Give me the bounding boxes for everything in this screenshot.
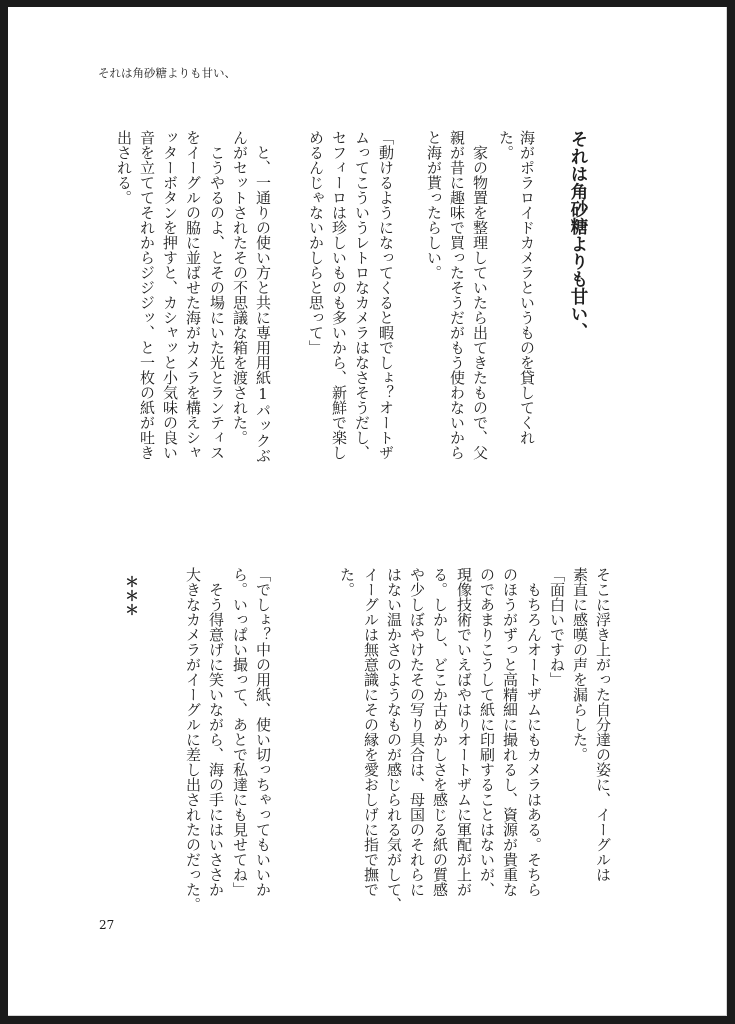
page-sheet: [8, 7, 727, 1016]
text-line: もちろんオートザムにもカメラはある。そちら: [525, 582, 543, 897]
text-line: ッターボタンを押すと、カシャッと小気味の良い: [161, 130, 179, 460]
text-line: た。: [497, 130, 515, 160]
text-line: そこに浮き上がった自分達の姿に、イーグルは: [594, 567, 612, 882]
text-line: のであまりこうして紙に印刷することはないが、: [478, 567, 496, 897]
text-line: イーグルは無意識にその縁を愛おしげに指で撫で: [362, 567, 380, 897]
text-line: そう得意げに笑いながら、海の手にはいささか: [207, 582, 225, 897]
chapter-title: それは角砂糖よりも甘い、: [568, 130, 588, 340]
text-line: 「動けるようになってくると暇でしょ？オートザ: [377, 130, 395, 460]
text-line: と、一通りの使い方と共に専用用紙1パックぶ: [254, 145, 272, 463]
text-line: ムってこういうレトロなカメラはなさそうだし、: [353, 130, 371, 460]
text-line: 海がポラロイドカメラというものを貸してくれ: [518, 130, 536, 445]
text-line: と海が貰ったらしい。: [425, 130, 443, 280]
text-line: 音を立ててそれからジジジッ、と一枚の紙が吐き: [138, 130, 156, 460]
text-line: ら。いっぱい撮って、あとで私達にも見せてね」: [231, 567, 249, 897]
text-line: こうやるのよ、とその場にいた光とランティス: [208, 145, 226, 460]
text-line: や少しぼやけたその写り具合は、母国のそれらに: [408, 567, 426, 897]
page-number: 27: [99, 918, 115, 932]
text-line: んがセットされたその不思議な箱を渡された。: [231, 130, 249, 445]
scene-break: ＊＊＊: [123, 575, 139, 617]
text-line: 家の物置を整理していたら出てきたもので、父: [471, 145, 489, 460]
text-line: 現像技術でいえばやはりオートザムに軍配が上が: [455, 567, 473, 897]
text-line: のほうがずっと高精細に撮れるし、資源が貴重な: [501, 567, 519, 897]
text-line: 「でしょ？中の用紙、使い切っちゃってもいいか: [254, 567, 272, 897]
text-line: る。しかし、どこか古めかしさを感じる紙の質感: [431, 567, 449, 897]
text-line: 「面白いですね」: [548, 567, 566, 687]
text-line: 親が昔に趣味で買ったそうだがもう使わないから: [448, 130, 466, 460]
running-header: それは角砂糖よりも甘い、: [98, 66, 236, 80]
text-line: めるんじゃないかしらと思って」: [307, 130, 325, 355]
text-line: をイーグルの脇に並ばせた海がカメラを構えシャ: [184, 130, 202, 460]
text-line: セフィーロは珍しいものも多いから、新鮮で楽し: [330, 130, 348, 460]
text-line: 大きなカメラがイーグルに差し出されたのだった。: [184, 567, 202, 912]
text-line: 素直に感嘆の声を漏らした。: [571, 567, 589, 762]
lower-tier: [110, 567, 630, 932]
text-line: た。: [338, 567, 356, 597]
text-line: 出される。: [115, 130, 133, 205]
upper-tier: [110, 130, 630, 480]
text-line: はない温かさのようなものが感じられる気がして、: [385, 567, 403, 912]
